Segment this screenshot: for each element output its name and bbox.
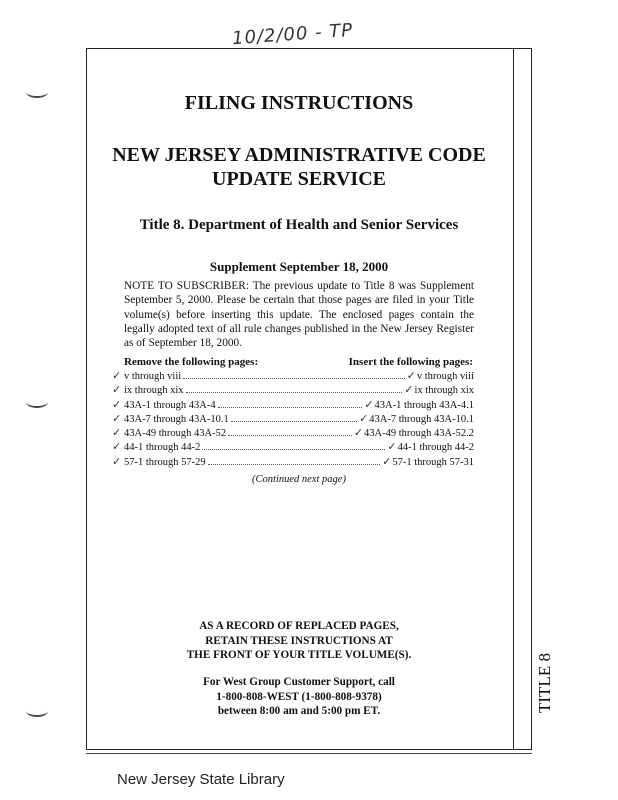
insert-pages: 43A-49 through 43A-52.2 bbox=[364, 428, 474, 440]
note-to-subscriber: NOTE TO SUBSCRIBER: The previous update to Title 8 was Supplement September 5, 2000. Please be certain that those pages are filed in your Title volume(s) before inserting this update. The enclosed pages contain the legally adopted text of all rule changes published in the New Jersey Register as of September 18, 2000. bbox=[124, 280, 474, 350]
page-row bbox=[112, 369, 474, 383]
dot-leader bbox=[218, 399, 363, 408]
remove-pages: 57-1 through 57-29 bbox=[124, 456, 206, 468]
check-mark-icon: ✓ bbox=[406, 369, 416, 382]
page-border-double-line bbox=[86, 753, 532, 754]
page-row bbox=[112, 440, 474, 454]
check-mark-icon: ✓ bbox=[404, 383, 414, 397]
page-list bbox=[112, 369, 474, 469]
remove-pages: 44-1 through 44-2 bbox=[124, 442, 201, 454]
code-title bbox=[86, 143, 512, 191]
insert-pages: 44-1 through 44-2 bbox=[397, 442, 474, 454]
check-mark-icon: ✓ bbox=[382, 454, 392, 468]
check-mark-icon: ✓ bbox=[112, 397, 122, 411]
dot-leader bbox=[231, 413, 357, 422]
title-line: Title 8. Department of Health and Senior Services bbox=[139, 217, 459, 233]
punch-hole-mark bbox=[26, 396, 48, 408]
remove-pages: v through viii bbox=[124, 371, 182, 382]
code-title-line: NEW JERSEY ADMINISTRATIVE CODE bbox=[112, 144, 486, 166]
insert-pages: 43A-7 through 43A-10.1 bbox=[369, 413, 474, 425]
page-row bbox=[112, 398, 474, 412]
code-title-line: UPDATE SERVICE bbox=[212, 168, 386, 190]
punch-hole-mark bbox=[26, 86, 48, 98]
insert-column-header: Insert the following pages: bbox=[348, 356, 473, 368]
support-phone: 1-800-808-WEST (1-800-808-9378) bbox=[216, 690, 382, 703]
remove-pages: 43A-49 through 43A-52 bbox=[124, 428, 227, 440]
customer-support bbox=[86, 675, 512, 719]
handwritten-note: 10/2/00 - TP bbox=[231, 19, 354, 50]
check-mark-icon: ✓ bbox=[364, 397, 374, 411]
check-mark-icon: ✓ bbox=[112, 426, 122, 440]
page-row bbox=[112, 383, 474, 397]
check-mark-icon: ✓ bbox=[112, 369, 122, 382]
check-mark-icon: ✓ bbox=[112, 383, 122, 397]
check-mark-icon: ✓ bbox=[112, 411, 122, 425]
check-mark-icon: ✓ bbox=[353, 426, 364, 440]
side-tab-divider bbox=[513, 48, 514, 750]
check-mark-icon: ✓ bbox=[359, 411, 369, 425]
supplement-line: Supplement September 18, 2000 bbox=[209, 259, 389, 274]
remove-pages: 43A-7 through 43A-10.1 bbox=[124, 413, 229, 425]
continued-note: (Continued next page) bbox=[252, 474, 346, 485]
side-tab-label: TITLE 8 bbox=[535, 653, 554, 713]
support-hours: between 8:00 am and 5:00 pm ET. bbox=[217, 705, 381, 717]
support-line: For West Group Customer Support, call bbox=[203, 676, 395, 688]
check-mark-icon: ✓ bbox=[112, 440, 122, 454]
page-heading: FILING INSTRUCTIONS bbox=[184, 92, 414, 114]
dot-leader bbox=[186, 384, 403, 393]
check-mark-icon: ✓ bbox=[112, 454, 122, 468]
record-instructions bbox=[86, 619, 512, 663]
insert-pages: v through viii bbox=[416, 371, 474, 382]
check-mark-icon: ✓ bbox=[387, 440, 397, 454]
page-row bbox=[112, 412, 474, 426]
record-line: RETAIN THESE INSTRUCTIONS AT bbox=[205, 634, 393, 647]
dot-leader bbox=[208, 456, 380, 465]
dot-leader bbox=[202, 441, 385, 450]
library-stamp: New Jersey State Library bbox=[117, 771, 285, 788]
record-line: AS A RECORD OF REPLACED PAGES, bbox=[199, 620, 399, 632]
remove-pages: ix through xix bbox=[124, 385, 184, 397]
remove-pages: 43A-1 through 43A-4 bbox=[124, 399, 216, 411]
punch-hole-mark bbox=[26, 705, 48, 717]
dot-leader bbox=[183, 370, 404, 379]
remove-column-header: Remove the following pages: bbox=[124, 356, 259, 368]
insert-pages: ix through xix bbox=[414, 385, 474, 397]
dot-leader bbox=[228, 427, 352, 436]
insert-pages: 43A-1 through 43A-4.1 bbox=[374, 399, 474, 411]
record-line: THE FRONT OF YOUR TITLE VOLUME(S). bbox=[186, 649, 412, 661]
insert-pages: 57-1 through 57-31 bbox=[392, 456, 474, 468]
page-row bbox=[112, 455, 474, 469]
page-row bbox=[112, 426, 474, 440]
